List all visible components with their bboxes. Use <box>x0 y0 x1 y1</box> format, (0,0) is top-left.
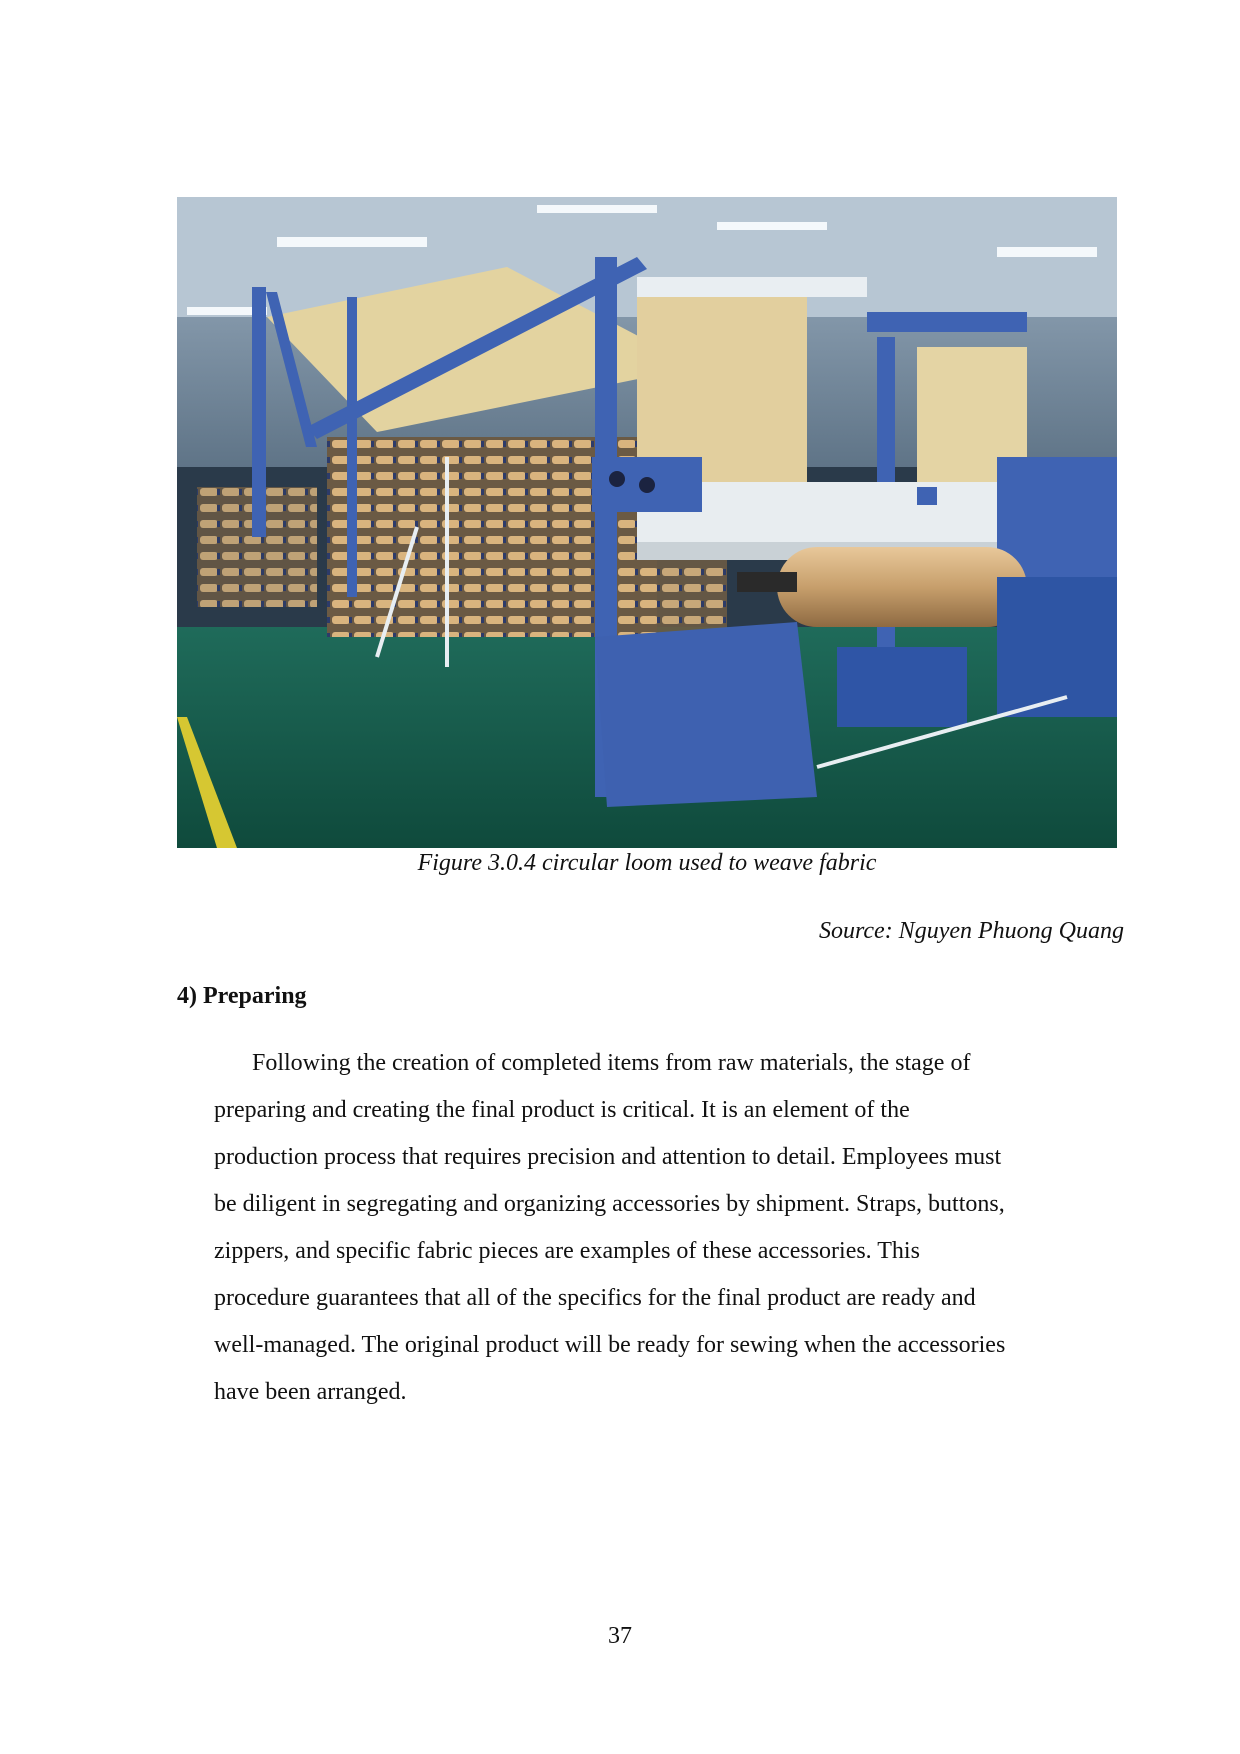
section-heading: 4) Preparing <box>177 983 307 1009</box>
paragraph-line: Following the creation of completed items from raw materials, the stage of <box>252 1050 971 1076</box>
paragraph-line: be diligent in segregating and organizing accessories by shipment. Straps, buttons, <box>214 1191 1005 1217</box>
paragraph-line: preparing and creating the final product is critical. It is an element of the <box>214 1097 910 1123</box>
paragraph-line: have been arranged. <box>214 1379 407 1405</box>
body-paragraph <box>214 1040 1114 1416</box>
figure-source: Source: Nguyen Phuong Quang <box>818 918 1124 944</box>
paragraph-line: zippers, and specific fabric pieces are examples of these accessories. This <box>214 1238 920 1264</box>
loom-photo <box>177 197 1117 848</box>
page-number: 37 <box>608 1623 632 1649</box>
paragraph-line: procedure guarantees that all of the specifics for the final product are ready and <box>214 1285 976 1311</box>
paragraph-line: production process that requires precision and attention to detail. Employees must <box>214 1144 1002 1170</box>
figure-caption: Figure 3.0.4 circular loom used to weave fabric <box>417 850 877 876</box>
paragraph-line: well-managed. The original product will be ready for sewing when the accessories <box>214 1332 1006 1358</box>
